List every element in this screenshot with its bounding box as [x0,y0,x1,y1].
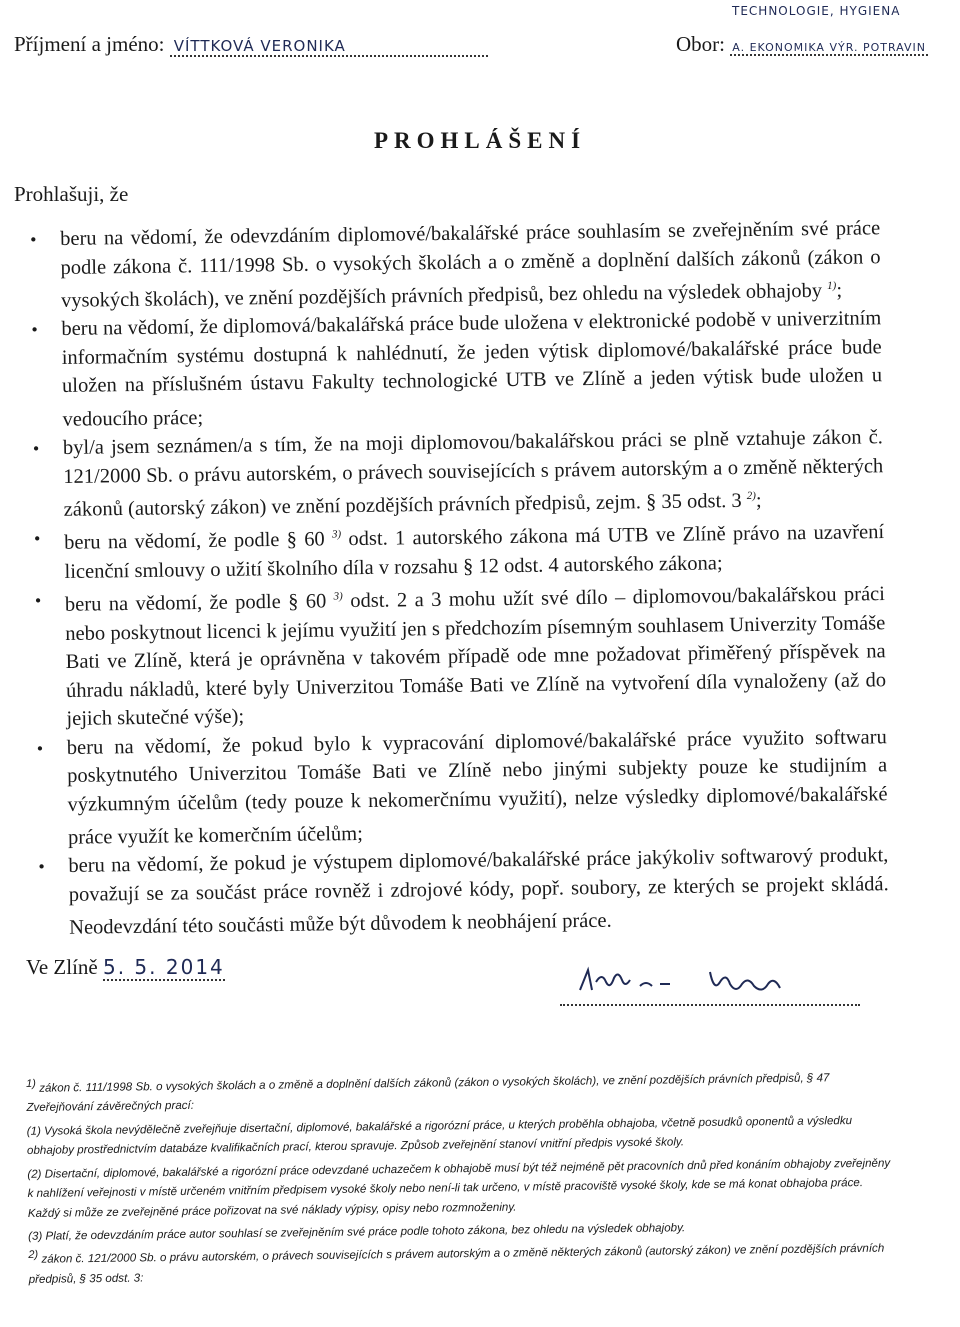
declaration-list [60,214,889,942]
place-date-row [26,955,225,981]
declaration-item: • beru na vědomí, že podle § 60 $^{3)}$ odst. 1 autorského zákona má UTB ve Zlíně právo na uzavření licenční smlouvy o užití školního díla v rozsahu § 12 odst. 4 autorského zákona; [64,514,885,587]
declaration-item: • beru na vědomí, že podle § 60 $^{3)}$ odst. 2 a 3 mohu užít své dílo – diplomovou/bakalářskou práci nebo poskytnout licenci k jejímu využití jen s předchozím písemným souhlasem Univerzity Tomáše Bati ve Zlíně, která je oprávněna v takovém případě ode mne požadovat přiměřený příspěvek na úhradu nákladů, které byly Univerzitou Tomáše Bati ve Zlíně na vytvoření díla vynaloženy (až do jejich skutečné výše); [65,576,887,734]
declaration-item: • beru na vědomí, že diplomová/bakalářská práce bude uložena v elektronické podobě v univerzitním informačním systému dostupná k nahlédnutí, že jeden výtisk diplomové/bakalářské práce bude uložen na příslušném ústavu Fakulty technologické UTB ve Zlíně a jeden výtisk bude uložen u vedoucího práce; [61,305,882,435]
signature-scribble [560,960,860,1004]
date-handwritten: 5. 5. 2014 [102,955,225,979]
footnote: (1) Vysoká škola nevýdělečně zveřejňuje disertační, diplomové, bakalářské a rigorózní práce, u kterých proběhla obhajoba, včetně posudků oponentů a výsledku obhajoby prostřednictvím databáze kvalifikačních prací, kterou spravuje. Způsob zveřejnění stanoví vnitřní předpis vysoké školy. [26,1113,853,1158]
field-row [676,32,928,57]
footnote: (2) Disertační, diplomové, bakalářské a rigorózní práce odevzdané uchazečem k obhajobě musí být též nejméně pět pracovních dnů před konáním obhajoby zveřejněny k nahlížení veřejnosti v místě určeném vnitřním předpisem vysoké školy nebo není-li tak určeno, v místě pracoviště vysoké školy, kde se má konat obhajoba práce. Každý si může ze zveřejněné práce pořizovat na své náklady výpisy, opisy nebo rozmnoženiny. [27,1156,891,1220]
footnote: $^{2)}$ zákon č. 121/2000 Sb. o právu autorském, o právech souvisejících s právem autorským a o změně některých zákonů (autorský zákon) ve znění pozdějších právních předpisů, § 35 odst. 3: [28,1242,885,1286]
footnote: $^{1)}$ zákon č. 111/1998 Sb. o vysokých školách a o změně a doplnění dalších zákonů (zákon o vysokých školách), ve znění pozdějších právních předpisů, § 47 Zveřejňování závěrečných prací: [26,1071,830,1115]
name-handwritten: VÍTTKOVÁ VERONIKA [170,37,488,57]
footnotes [26,1064,895,1290]
declaration-item: • beru na vědomí, že pokud je výstupem diplomové/bakalářské práce jakýkoliv softwarový produkt, považují se za součást práce rovněž i zdrojové kódy, popř. soubory, ze kterých se projekt skládá. Neodevzdání této součásti může být důvodem k neobhájení práce. [68,842,889,943]
name-row [14,32,488,57]
intro-text: Prohlašuji, že [14,182,129,206]
declaration-item: • beru na vědomí, že odevzdáním diplomové/bakalářské práce souhlasím se zveřejněním své práce podle zákona č. 111/1998 Sb. o vysokých školách a o změně a doplnění dalších zákonů (zákon o vysokých školách), ve znění pozdějších právních předpisů, bez ohledu na výsledek obhajoby $^{1)}$; [60,214,881,315]
declaration-item: • beru na vědomí, že pokud bylo k vypracování diplomové/bakalářské práce využito softwaru poskytnutého Univerzitou Tomáše Bati ve Zlíně nebo jinými subjekty pouze ke studijním a výzkumným účelům (tedy pouze k nekomerčnímu využití), nelze výsledky diplomové/bakalářské práce využít ke komerčním účelům; [67,723,888,853]
field-handwritten: A. EKONOMIKA VÝR. POTRAVIN [732,41,926,54]
footnote: (3) Platí, že odevzdáním práce autor souhlasí se zveřejněním své práce podle tohoto zákona, bez ohledu na výsledek obhajoby. [28,1221,686,1243]
field-label: Obor: [676,32,725,56]
place-label: Ve Zlíně [26,955,98,979]
name-label: Příjmení a jméno: [14,32,165,56]
handwritten-signature [560,960,860,1006]
declaration-item: • byl/a jsem seznámen/a s tím, že na moji diplomovou/bakalářskou práci se plně vztahuje zákon č. 121/2000 Sb. o právu autorském, o právech souvisejících s právem autorským a o změně některých zákonů (autorský zákon) ve znění pozdějších právních předpisů, zejm. § 35 odst. 3 $^{2)}$; [63,423,884,524]
field-handwriting-top: TECHNOLOGIE, HYGIENA [732,4,901,18]
document-title: PROHLÁŠENÍ [373,128,587,153]
